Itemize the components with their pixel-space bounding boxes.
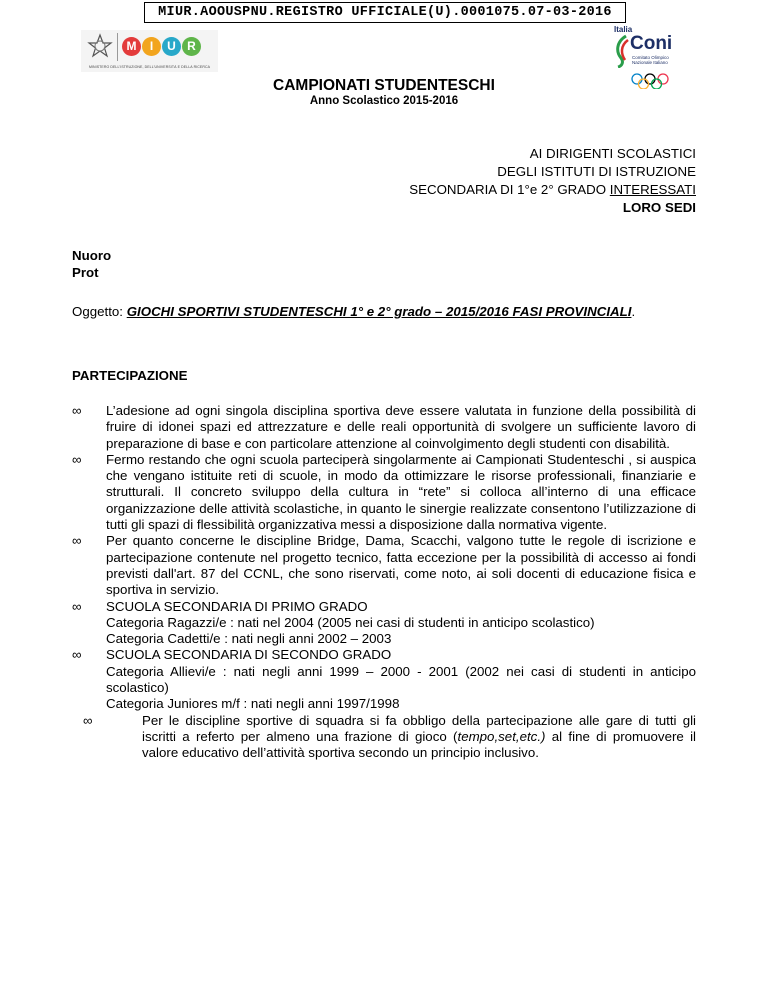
coni-name: Coni xyxy=(630,33,673,54)
subject-text: GIOCHI SPORTIVI STUDENTESCHI 1° e 2° grado – 2015/2016 FASI PROVINCIALI xyxy=(126,304,632,319)
recipient-line-4: LORO SEDI xyxy=(622,200,696,215)
recipient-line-1: AI DIRIGENTI SCOLASTICI xyxy=(529,146,696,161)
item-category: Categoria Juniores m/f : nati negli anni 1997/1998 xyxy=(106,696,400,712)
coni-swirl-icon xyxy=(612,34,630,68)
item-text: L’adesione ad ogni singola disciplina sportiva deve essere valutata in funzione della possibilità di fruire di idonei spazi ed attrezzature e delle reali opportunità di svolgere un sufficiente lavoro di preparazione di base e con particolare attenzione al coinvolgimento degli studenti con disabilità. xyxy=(106,403,696,451)
recipient-line-2: DEGLI ISTITUTI DI ISTRUZIONE xyxy=(497,164,696,179)
bullet-icon: ∞ xyxy=(83,712,93,728)
item-heading: SCUOLA SECONDARIA DI SECONDO GRADO xyxy=(106,647,392,663)
item-text-italic: tempo,set,etc.) xyxy=(457,728,546,744)
item-category: Categoria Ragazzi/e : nati nel 2004 (2005 nei casi di studenti in anticipo scolastico) xyxy=(106,614,595,630)
item-text-part: al fine di promuovere il valore educativo dell’attività sportiva secondo un principio inclusivo. xyxy=(142,728,697,761)
miur-logo xyxy=(81,30,218,72)
miur-letter-r: R xyxy=(182,37,201,56)
subject-end: . xyxy=(631,304,636,319)
item-category: Categoria Allievi/e : nati negli anni 1999 – 2000 - 2001 (2002 nei casi di studenti in anticipo scolastico) xyxy=(106,663,696,696)
coni-subtitle xyxy=(632,55,692,65)
logo-divider xyxy=(117,33,118,61)
miur-letter-i: I xyxy=(142,37,161,56)
bullet-icon: ∞ xyxy=(72,451,82,467)
list-item xyxy=(72,599,696,648)
item-text: Fermo restando che ogni scuola parteciperà singolarmente ai Campionati Studenteschi , si auspica che vengano istituite reti di scuole, in modo da ottimizzare le risorse professionali, finanziarie e strutturali. Il concreto sviluppo della cultura in “rete” si colloca all’interno di una efficace organizzazione delle attività scolastiche, in quanto le sinergie realizzate consentono l’utilizzazione di tutti gli spazi di flessibilità organizzativa messi a disposizione dalla normativa vigente. xyxy=(106,451,696,533)
place: Nuoro xyxy=(72,248,112,263)
ministry-caption: MINISTERO DELL'ISTRUZIONE, DELL'UNIVERSITÀ E DELLA RICERCA xyxy=(88,65,211,69)
protocol-label: Prot xyxy=(72,265,99,280)
coni-subtitle-line2: Nazionale Italiano xyxy=(632,60,668,66)
recipient-interessati: INTERESSATI xyxy=(609,182,696,197)
list-item xyxy=(72,647,696,712)
school-year: Anno Scolastico 2015-2016 xyxy=(309,95,459,107)
list-item xyxy=(72,403,696,452)
subject-label: Oggetto: xyxy=(72,304,127,319)
bullet-icon: ∞ xyxy=(72,403,82,418)
item-text: Per quanto concerne le discipline Bridge, Dama, Scacchi, valgono tutte le regole di iscrizione e partecipazione contenute nel progetto tecnico, fatta eccezione per la possibilità di accesso ai fondi previsti dall'art. 87 del CCNL, che sono riservati, come noto, ai soli docenti di educazione fisica e sportiva in servizio. xyxy=(106,533,696,598)
list-item xyxy=(72,713,696,762)
miur-letter-m: M xyxy=(122,37,141,56)
bullet-icon: ∞ xyxy=(72,598,82,614)
document-title: CAMPIONATI STUDENTESCHI xyxy=(273,77,495,94)
list-item xyxy=(72,452,696,533)
subject-line xyxy=(72,304,635,319)
recipient-line-3 xyxy=(409,182,696,197)
italian-republic-emblem-icon xyxy=(87,33,113,61)
miur-wordmark xyxy=(122,37,201,56)
item-text-part: Per le discipline sportive di squadra si fa obbligo della partecipazione alle gare di tutti gli iscritti a referto per almeno una frazione di gioco ( xyxy=(142,712,696,744)
participation-list xyxy=(72,403,696,762)
coni-subtitle-line1: Comitato Olimpico xyxy=(632,55,669,60)
recipient-line-3-text: SECONDARIA DI 1°e 2° GRADO xyxy=(409,182,610,197)
coni-country: Italia xyxy=(614,25,633,34)
section-title: PARTECIPAZIONE xyxy=(72,368,188,383)
list-item xyxy=(72,533,696,598)
item-category: Categoria Cadetti/e : nati negli anni 2002 – 2003 xyxy=(106,631,392,647)
bullet-icon: ∞ xyxy=(72,533,82,549)
item-text xyxy=(142,713,696,762)
protocol-stamp: MIUR.AOOUSPNU.REGISTRO UFFICIALE(U).0001075.07-03-2016 xyxy=(144,2,626,23)
miur-letter-u: U xyxy=(162,37,181,56)
item-heading: SCUOLA SECONDARIA DI PRIMO GRADO xyxy=(106,598,368,614)
bullet-icon: ∞ xyxy=(72,647,82,663)
